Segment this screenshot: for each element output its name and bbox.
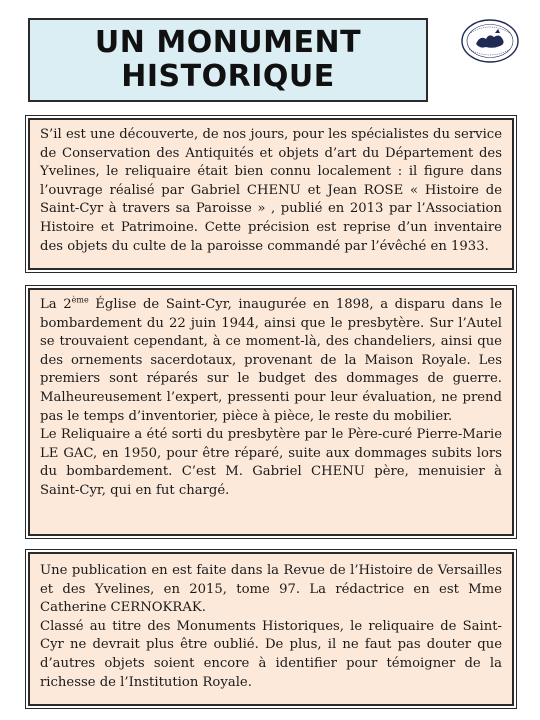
publication-paragraph-1: Une publication en est faite dans la Revue de l’Histoire de Versailles et des Yvelines, en 2015, tome 97. La rédactrice en est Mme Catherine CERNOKRAK. bbox=[40, 563, 502, 616]
history-paragraph-1 bbox=[40, 296, 502, 426]
history-panel bbox=[28, 288, 514, 536]
publication-paragraph-2: Classé au titre des Monuments Historiques, le reliquaire de Saint-Cyr ne devrait plus être oublié. De plus, il ne faut pas douter que d’autres objets soient encore à identifier pour témoigner de la richesse de l’Institution Royale. bbox=[40, 618, 502, 690]
association-seal-icon bbox=[459, 16, 521, 66]
history-paragraph-1-start: La 2 bbox=[40, 297, 72, 312]
ordinal-superscript: ème bbox=[71, 295, 89, 305]
page-title-line-1: UN MONUMENT bbox=[94, 25, 362, 60]
intro-paragraph: S’il est une découverte, de nos jours, pour les spécialistes du service de Conservation des Antiquités et objets d’art du Département des Yvelines, le reliquaire était bien connu localement : il figure dans l’ouvrage réalisé par Gabriel CHENU et Jean ROSE « Histoire de Saint-Cyr à travers sa Paroisse » , publié en 2013 par l’Association Histoire et Patrimoine. Cette précision est reprise d’un inventaire des objets du culte de la paroisse commandé par l’évêché en 1933. bbox=[40, 127, 502, 254]
page-title-line-2: HISTORIQUE bbox=[121, 59, 335, 94]
intro-panel bbox=[28, 118, 514, 270]
history-paragraph-1-rest: Église de Saint-Cyr, inaugurée en 1898, a disparu dans le bombardement du 22 juin 1944, ainsi que le presbytère. Sur l’Autel se trouvaient cependant, à ce moment-là, des chandeliers, ainsi que des ornements sacerdotaux, provenant de la Maison Royale. Les premiers sont réparés sur le budget des dommages de guerre. Malheureusement l’expert, pressenti pour leur évaluation, ne prend pas le temps d’inventorier, pièce à pièce, le reste du mobilier. bbox=[40, 297, 502, 424]
title-box bbox=[28, 18, 428, 102]
history-paragraph-2: Le Reliquaire a été sorti du presbytère par le Père-curé Pierre-Marie LE GAC, en 1950, pour être réparé, suite aux dommages subits lors du bombardement. C’est M. Gabriel CHENU père, menuisier à Saint-Cyr, qui en fut chargé. bbox=[40, 427, 502, 498]
publication-panel bbox=[28, 552, 514, 706]
